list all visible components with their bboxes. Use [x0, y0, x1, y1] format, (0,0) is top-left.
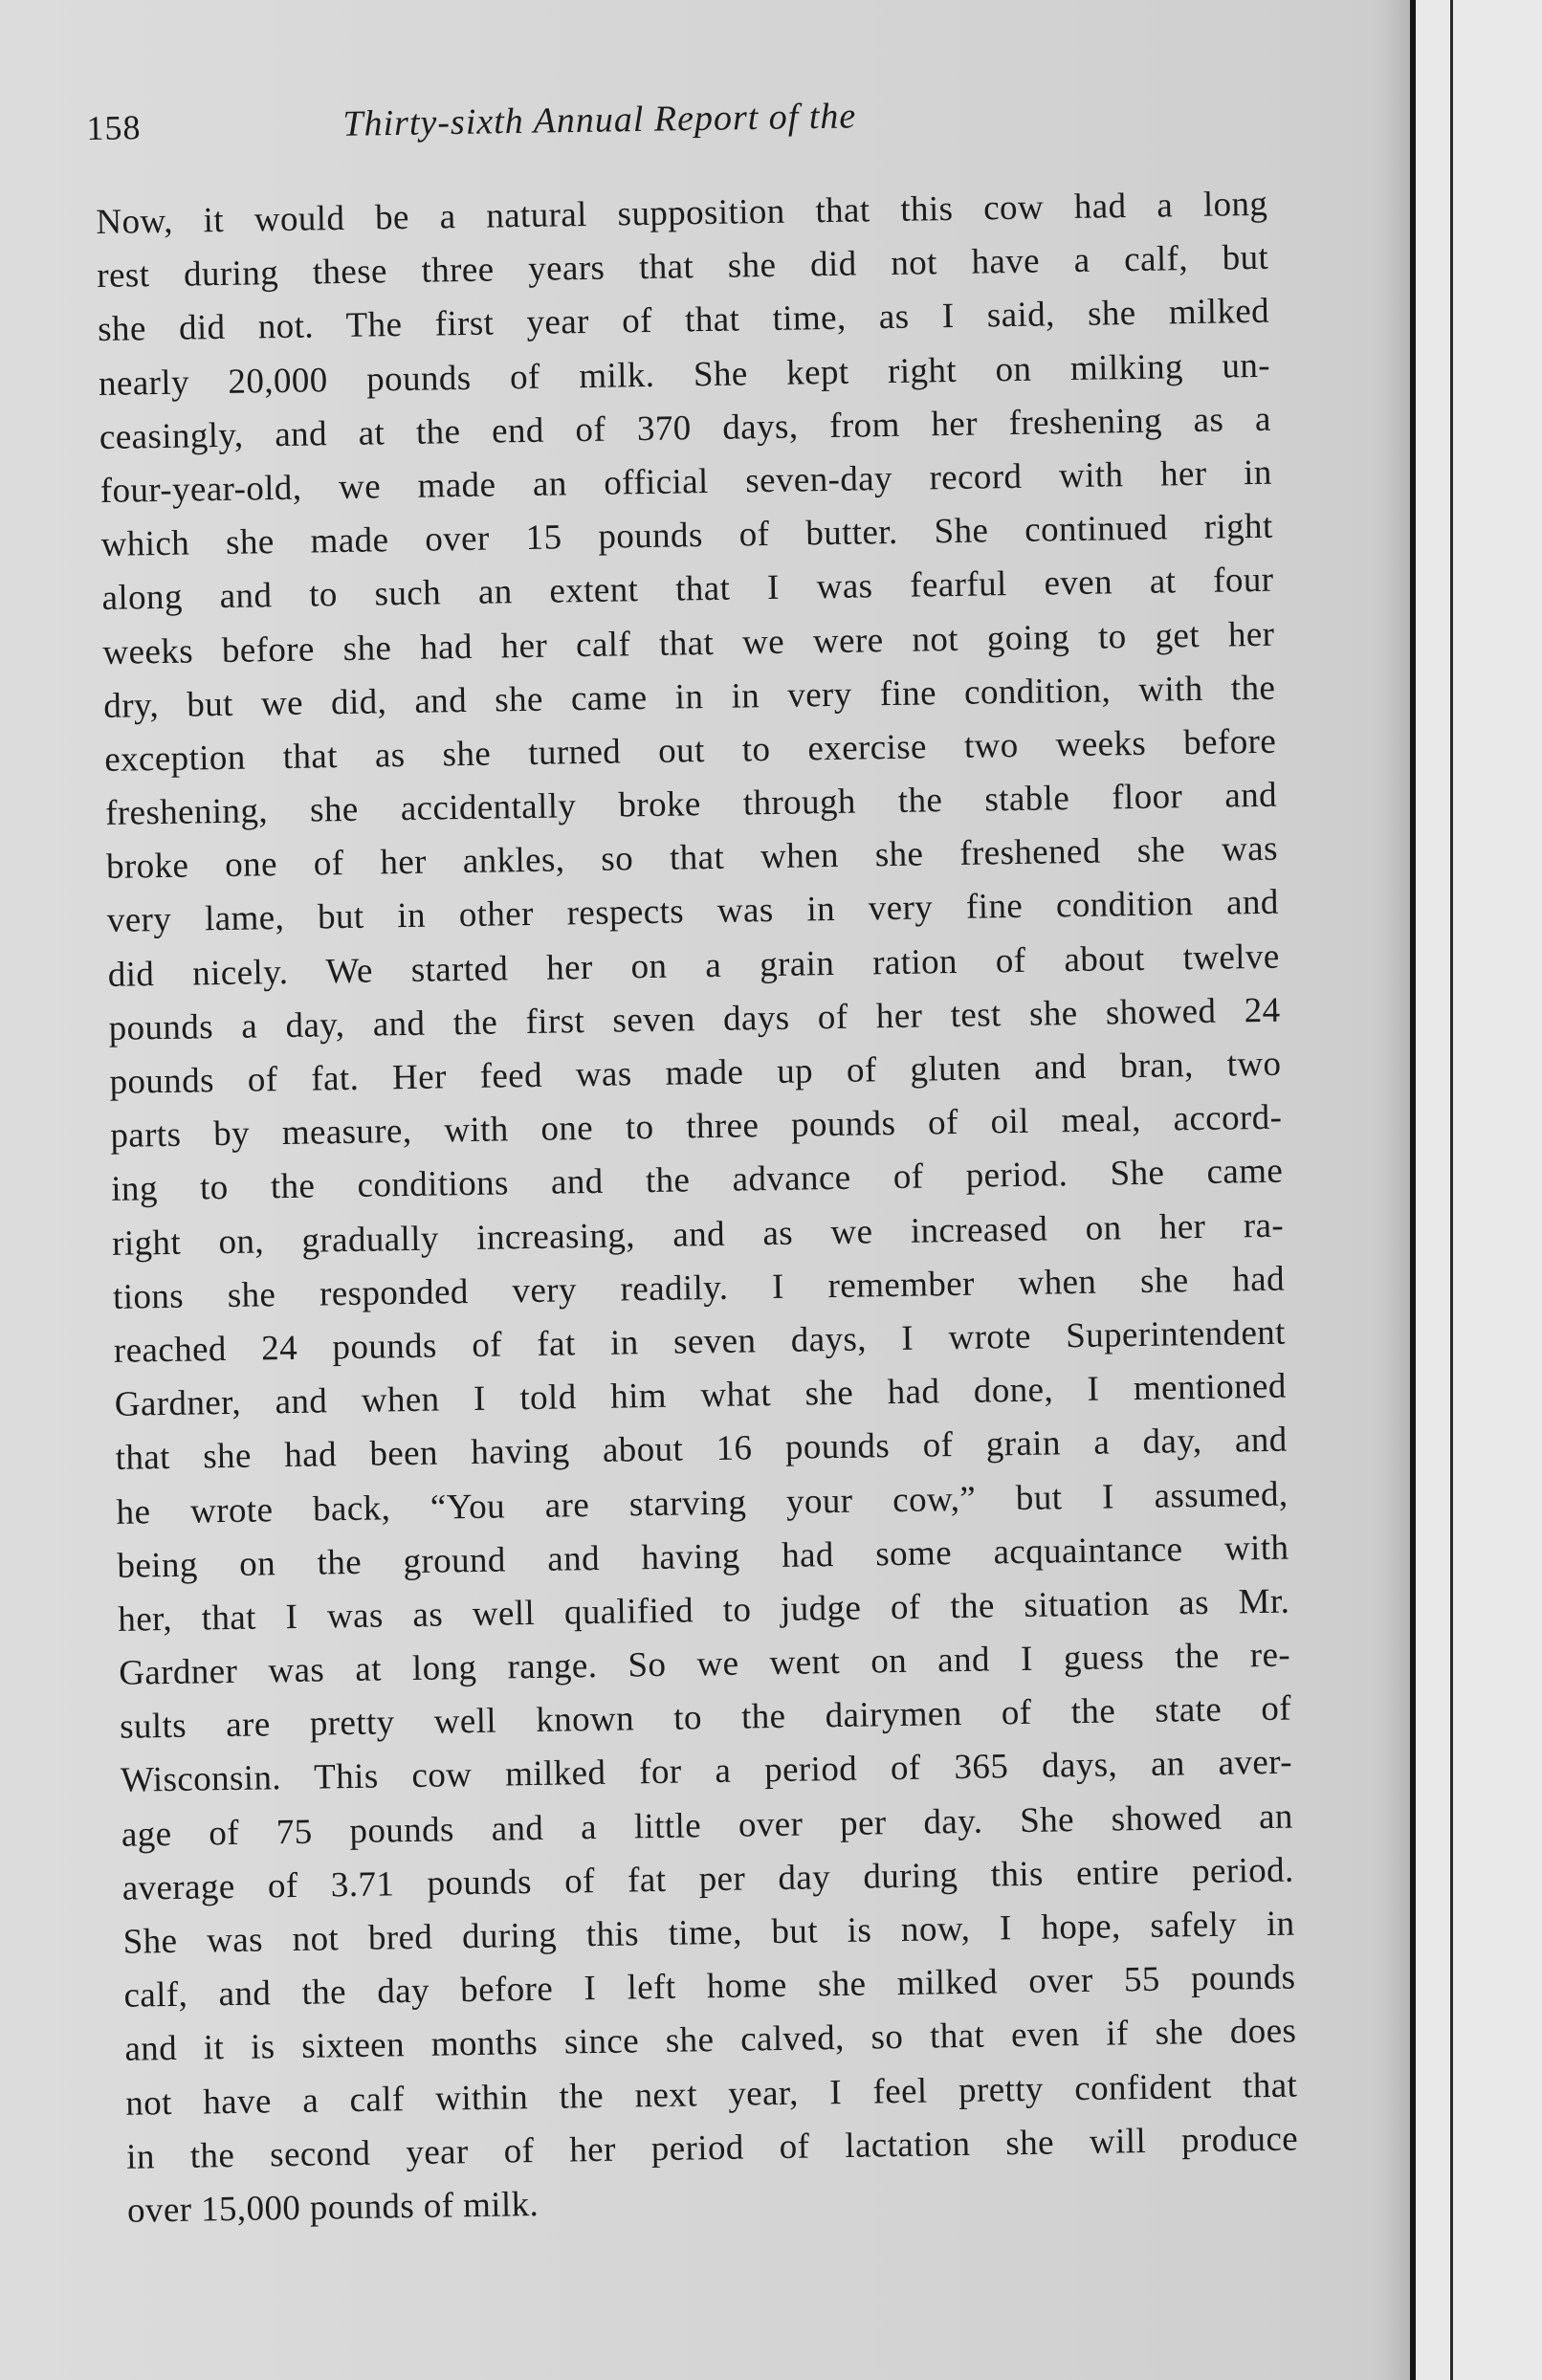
- text-line: rest during these three years that she did not have a calf, but: [96, 237, 1269, 297]
- text-line: parts by measure, with one to three pounds of oil meal, accord-: [110, 1097, 1283, 1157]
- text-line: exception that as she turned out to exercise two weeks before: [103, 721, 1277, 780]
- text-line: in the second year of her period of lactation she will produce: [125, 2119, 1299, 2177]
- text-line: dry, but we did, and she came in in very fine condition, with the: [103, 668, 1276, 726]
- running-head: [86, 81, 1273, 157]
- text-line: pounds a day, and the first seven days of her test she showed 24: [108, 990, 1281, 1048]
- text-line: being on the ground and having had some acquaintance with: [117, 1528, 1289, 1586]
- text-line: which she made over 15 pounds of butter. She continued right: [100, 506, 1273, 565]
- text-line: weeks before she had her calf that we were not going to get her: [102, 614, 1275, 672]
- text-line: did nicely. We started her on a grain ration of about twelve: [107, 937, 1280, 995]
- text-line: not have a calf within the next year, I feel pretty confident that: [124, 2065, 1298, 2124]
- text-line: ing to the conditions and the advance of period. She came: [110, 1152, 1284, 1210]
- body-paragraph: [96, 178, 1299, 2238]
- text-line: Gardner was at long range. So we went on and I guess the re-: [118, 1635, 1291, 1693]
- text-line: and it is sixteen months since she calved, so that even if she does: [124, 2011, 1297, 2070]
- text-line: average of 3.71 pounds of fat per day during this entire period.: [121, 1850, 1294, 1908]
- book-spine-line: [1410, 0, 1416, 2380]
- text-line: that she had been having about 16 pounds of grain a day, and: [115, 1420, 1288, 1479]
- text-line: nearly 20,000 pounds of milk. She kept right on milking un-: [98, 345, 1271, 404]
- text-line: pounds of fat. Her feed was made up of gluten and bran, two: [109, 1044, 1282, 1102]
- page-number: 158: [86, 108, 142, 147]
- text-line: freshening, she accidentally broke through the stable floor and: [104, 775, 1278, 833]
- text-line: very lame, but in other respects was in very fine condition and: [106, 883, 1280, 941]
- text-line: along and to such an extent that I was fearful even at four: [101, 561, 1274, 619]
- text-line: he wrote back, “You are starving your cow,” but I assumed,: [116, 1474, 1289, 1532]
- text-line: Now, it would be a natural supposition that this cow had a long: [96, 184, 1268, 242]
- text-line: her, that I was as well qualified to judge of the situation as Mr.: [118, 1581, 1290, 1640]
- text-line: sults are pretty well known to the dairymen of the state of: [119, 1688, 1292, 1748]
- text-line: Wisconsin. This cow milked for a period of 365 days, an aver-: [120, 1742, 1293, 1801]
- text-line: age of 75 pounds and a little over per day. She showed an: [121, 1796, 1294, 1855]
- text-line: over 15,000 pounds of milk.: [126, 2184, 540, 2231]
- text-line: Gardner, and when I told him what she had done, I mentioned: [114, 1366, 1288, 1424]
- running-head-title: Thirty-sixth Annual Report of the: [342, 96, 857, 144]
- text-line: broke one of her ankles, so that when she freshened she was: [105, 828, 1279, 888]
- page-edge-line: [1450, 0, 1453, 2380]
- text-line: ceasingly, and at the end of 370 days, from her freshening as a: [99, 399, 1272, 457]
- text-line: She was not bred during this time, but is now, I hope, safely in: [122, 1904, 1295, 1962]
- facing-page-edge: [1416, 0, 1542, 2380]
- text-line: four-year-old, we made an official seven-day record with her in: [99, 452, 1273, 511]
- text-line: she did not. The first year of that time, as I said, she milked: [97, 292, 1270, 350]
- text-line: calf, and the day before I left home she milked over 55 pounds: [123, 1957, 1296, 2016]
- text-line: right on, gradually increasing, and as we increased on her ra-: [111, 1205, 1285, 1264]
- text-line: tions she responded very readily. I remember when she had: [112, 1259, 1286, 1317]
- text-line: reached 24 pounds of fat in seven days, I wrote Superintendent: [113, 1312, 1287, 1371]
